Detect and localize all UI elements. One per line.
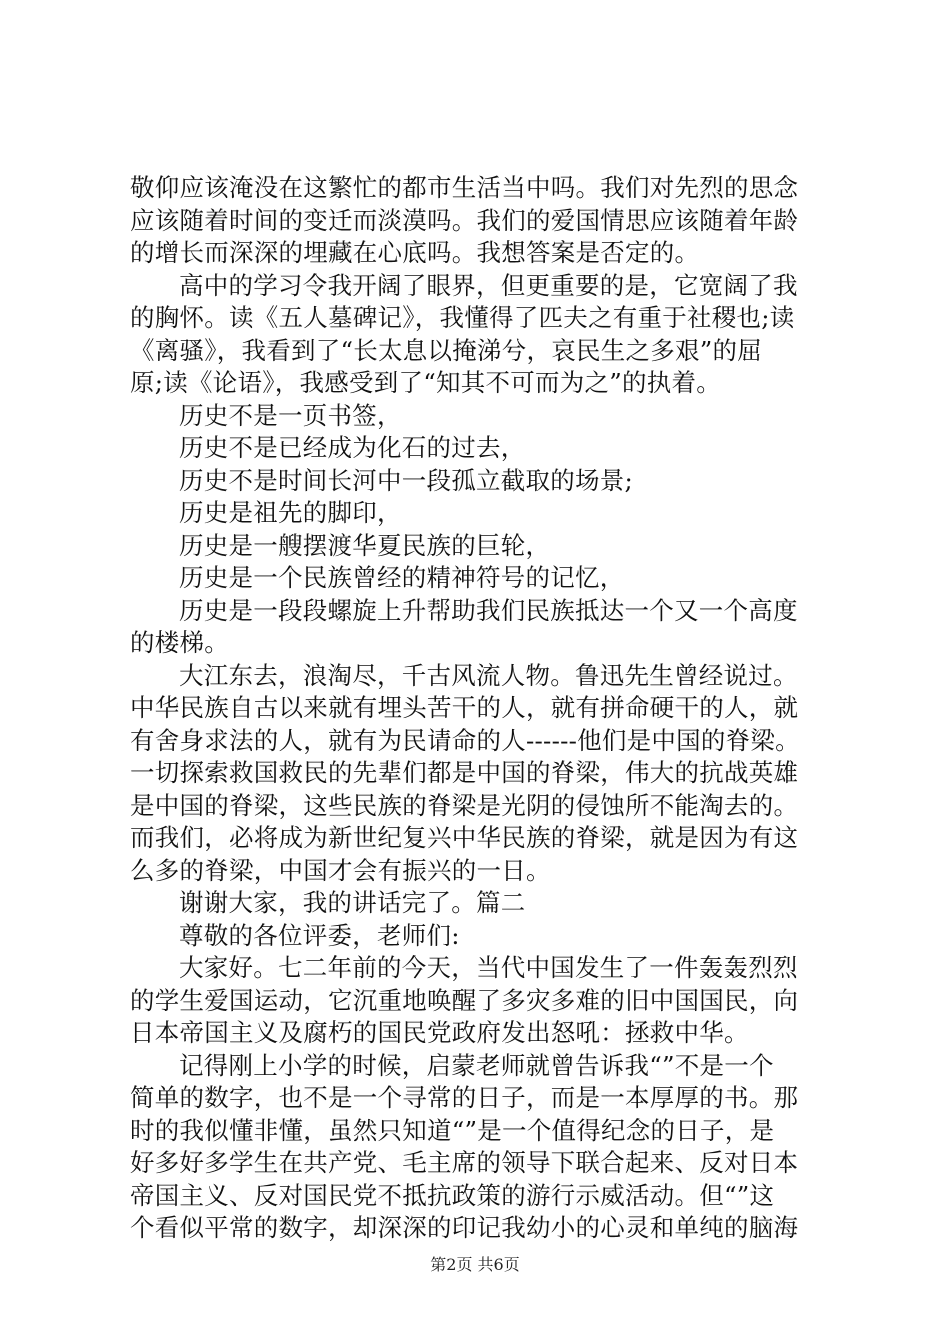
text-line: 是中国的脊梁，这些民族的脊梁是光阴的侵蚀所不能淘去的。 [130,790,799,820]
text-line: 一切探索救国救民的先辈们都是中国的脊梁，伟大的抗战英雄 [130,758,799,787]
text-line: 帝国主义、反对国民党不抵抗政策的游行示威活动。但“”这 [130,1180,775,1210]
text-line: 大江东去，浪淘尽，千古风流人物。鲁迅先生曾经说过。 [179,660,798,690]
text-line: 原;读《论语》，我感受到了“知其不可而为之”的执着。 [130,368,722,397]
text-line: 历史是一段段螺旋上升帮助我们民族抵达一个又一个高度 [179,595,798,625]
text-line: 高中的学习令我开阔了眼界，但更重要的是，它宽阔了我 [179,270,798,300]
text-line: 么多的脊梁，中国才会有振兴的一日。 [130,855,551,885]
text-line: 的楼梯。 [130,628,229,657]
text-line: 历史是祖先的脚印， [179,498,402,527]
text-line: 历史是一艘摆渡华夏民族的巨轮， [179,530,551,560]
text-line: 时的我似懂非懂，虽然只知道“”是一个值得纪念的日子，是 [130,1115,775,1145]
text-line: 谢谢大家，我的讲话完了。篇二 [179,888,526,917]
text-line: 好多好多学生在共产党、毛主席的领导下联合起来、反对日本 [130,1148,799,1177]
text-line: 敬仰应该淹没在这繁忙的都市生活当中吗。我们对先烈的思念 [130,173,799,202]
text-line: 有舍身求法的人，就有为民请命的人------他们是中国的脊梁。 [130,725,800,755]
text-line: 《离骚》，我看到了“长太息以掩涕兮，哀民生之多艰”的屈 [130,335,763,365]
page-footer: 第2页 共6页 [430,1255,520,1274]
text-line: 历史是一个民族曾经的精神符号的记忆， [179,563,625,592]
text-line: 日本帝国主义及腐朽的国民党政府发出怒吼：拯救中华。 [130,1018,749,1047]
text-line: 的学生爱国运动，它沉重地唤醒了多灾多难的旧中国国民，向 [130,985,799,1015]
text-line: 历史不是时间长河中一段孤立截取的场景; [179,465,634,495]
text-line: 应该随着时间的变迁而淡漠吗。我们的爱国情思应该随着年龄 [130,205,799,235]
text-line: 大家好。七二年前的今天，当代中国发生了一件轰轰烈烈 [179,953,798,982]
text-line: 记得刚上小学的时候，启蒙老师就曾告诉我“”不是一个 [179,1050,774,1080]
text-line: 尊敬的各位评委，老师们: [179,920,460,950]
text-line: 中华民族自古以来就有埋头苦干的人，就有拼命硬干的人，就 [130,693,799,722]
text-line: 的胸怀。读《五人墓碑记》，我懂得了匹夫之有重于社稷也;读 [130,303,795,332]
text-line: 的增长而深深的埋藏在心底吗。我想答案是否定的。 [130,238,700,267]
text-line: 简单的数字，也不是一个寻常的日子，而是一本厚厚的书。那 [130,1083,799,1112]
text-line: 而我们，必将成为新世纪复兴中华民族的脊梁，就是因为有这 [130,823,799,852]
text-line: 历史不是一页书签， [179,400,402,430]
page-body [130,172,830,1245]
text-line: 历史不是已经成为化石的过去， [179,433,526,462]
text-line: 个看似平常的数字，却深深的印记我幼小的心灵和单纯的脑海 [130,1213,799,1242]
